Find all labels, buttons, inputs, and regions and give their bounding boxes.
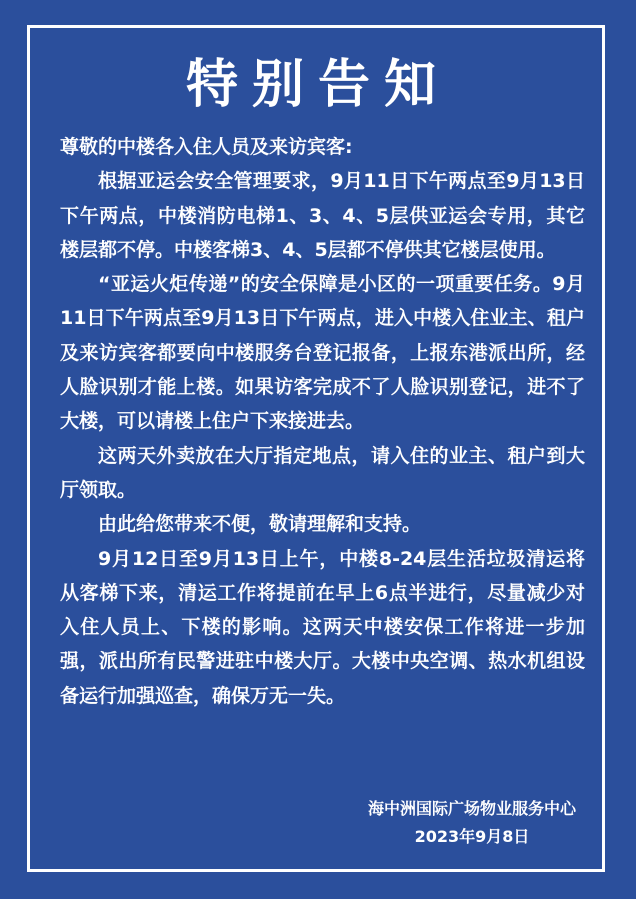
paragraph-garbage-security: 9月12日至9月13日上午，中楼8-24层生活垃圾清运将从客梯下来，清运工作将提前在早上6点半进行，尽量减少对入住人员上、下楼的影响。这两天中楼安保工作将进一步加强，派出所有民警进驻中楼大厅。大楼中央空调、热水机组设备运行加强巡查，确保万无一失。 [60, 547, 585, 707]
paragraph-apology: 由此给您带来不便，敬请理解和支持。 [98, 513, 422, 536]
notice-title: 特别告知 [185, 55, 450, 115]
signature-block [368, 795, 576, 851]
signature-date: 2023年9月8日 [414, 827, 530, 846]
paragraph-elevator: 根据亚运会安全管理要求，9月11日下午两点至9月13日下午两点，中楼消防电梯1、3、4、5层供亚运会专用，其它楼层都不停。中楼客梯3、4、5层都不停供其它楼层使用。 [60, 170, 585, 261]
notice-body [60, 130, 585, 713]
paragraph-delivery: 这两天外卖放在大厅指定地点，请入住的业主、租户到大厅领取。 [60, 444, 585, 501]
salutation: 尊敬的中楼各入住人员及来访宾客: [60, 136, 353, 158]
signature-org: 海中洲国际广场物业服务中心 [367, 799, 576, 818]
paragraph-torch-security: “亚运火炬传递”的安全保障是小区的一项重要任务。9月11日下午两点至9月13日下午两点，进入中楼入住业主、租户及来访宾客都要向中楼服务台登记报备，上报东港派出所，经人脸识别才能上楼。如果访客完成不了人脸识别登记，进不了大楼，可以请楼上住户下来接进去。 [60, 273, 585, 433]
